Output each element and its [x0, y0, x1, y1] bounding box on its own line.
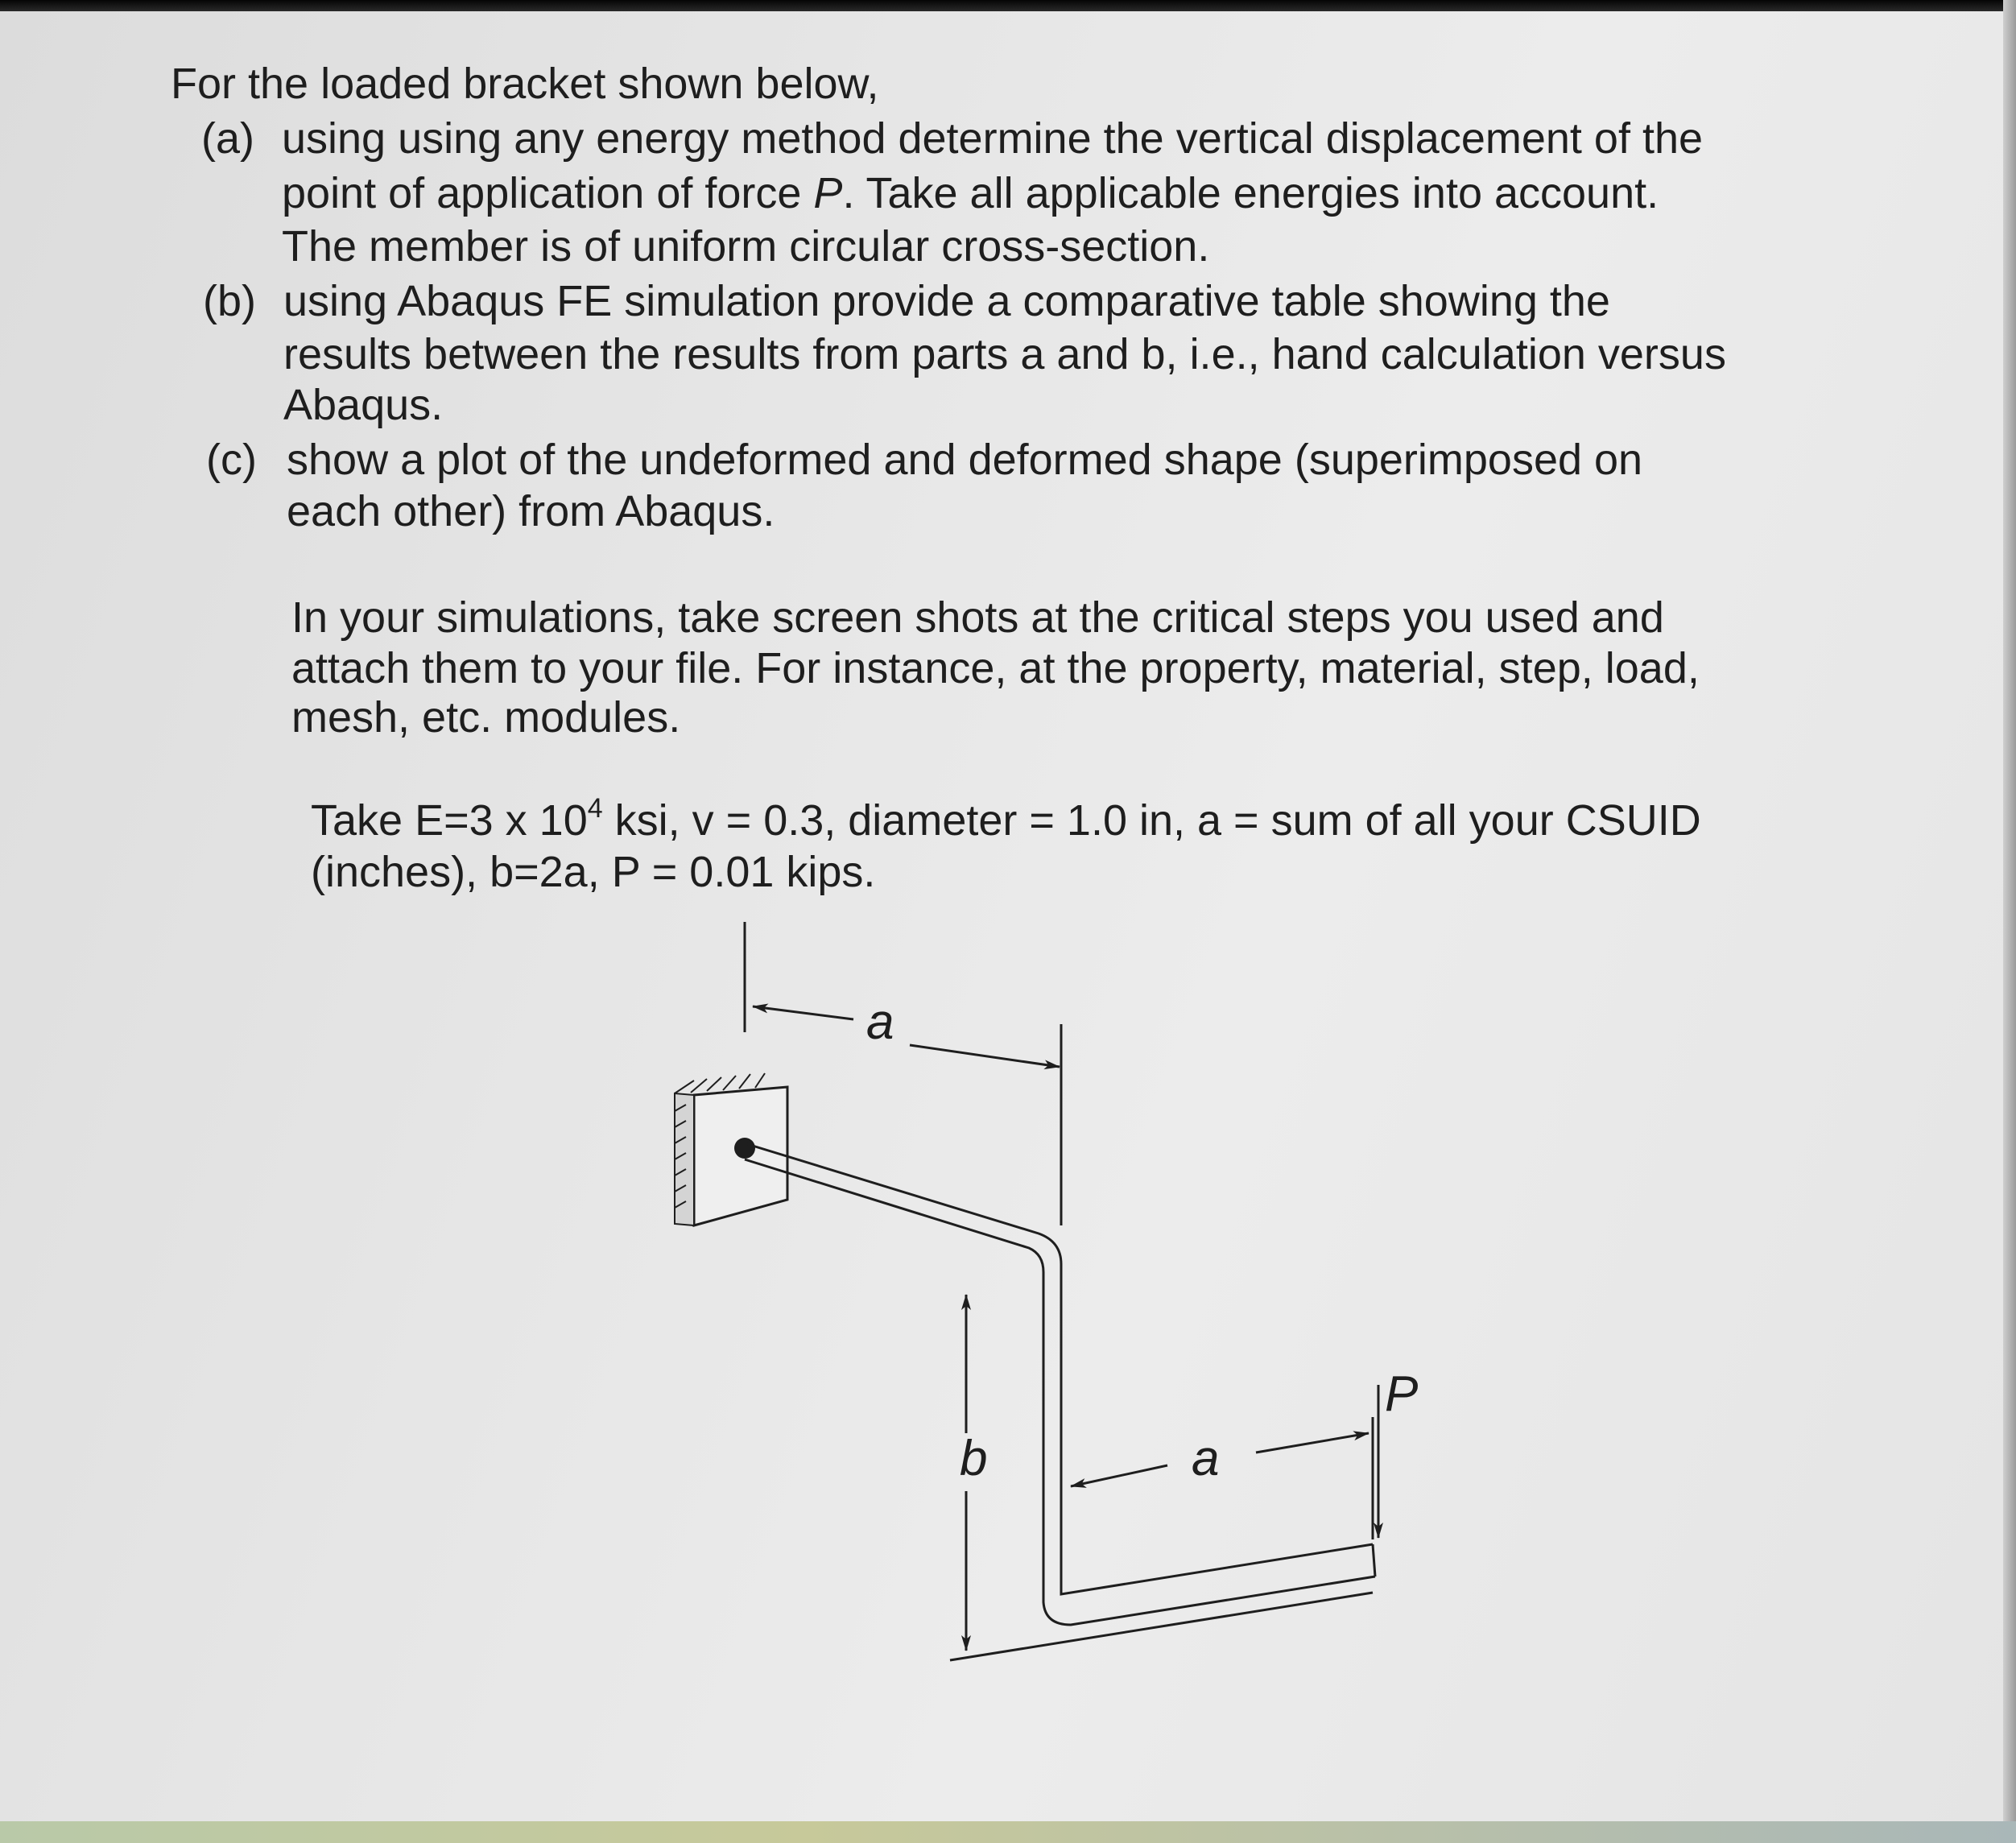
baseline [950, 1593, 1373, 1660]
instructions-line-2: attach them to your file. For instance, at the property, material, step, load, [291, 644, 1700, 692]
label-p: P [1385, 1366, 1419, 1422]
item-a-line-2-text: point of application of force P. Take all applicable energies into account. [282, 169, 1659, 217]
item-c-line-2: each other) from Abaqus. [287, 487, 775, 535]
dimension-a-top [745, 922, 1061, 1225]
label-a-bottom: a [1192, 1431, 1220, 1486]
given-line-1-start: Take E=3 x 10 [311, 796, 588, 845]
item-c-line-1: show a plot of the undeformed and deformed shape (superimposed on [287, 436, 1643, 484]
item-c-label: (c) [206, 436, 257, 484]
item-b-label: (b) [203, 277, 256, 325]
intro-text: For the loaded bracket shown below, [171, 60, 879, 108]
item-a-line-1: using using any energy method determine the vertical displacement of the [282, 114, 1704, 163]
instructions-line-1: In your simulations, take screen shots at the critical steps you used and [291, 593, 1664, 642]
item-b-line-3: Abaqus. [283, 381, 444, 429]
given-line-2: (inches), b=2a, P = 0.01 kips. [311, 848, 876, 896]
label-a-top: a [866, 994, 894, 1050]
taskbar-strip [0, 1821, 2016, 1843]
instructions-line-3: mesh, etc. modules. [291, 693, 681, 742]
dimension-a-bottom [1071, 1417, 1373, 1539]
item-b-line-2: results between the results from parts a and b, i.e., hand calculation versus [283, 330, 1726, 378]
fixed-wall-support [675, 1073, 787, 1225]
given-line-1-end: ksi, v = 0.3, diameter = 1.0 in, a = sum of all your CSUID [602, 796, 1701, 845]
exponent: 4 [587, 793, 603, 824]
item-a-label: (a) [201, 114, 254, 163]
monitor-edge [2003, 0, 2016, 1843]
item-b-line-1: using Abaqus FE simulation provide a comparative table showing the [283, 277, 1610, 325]
label-b: b [960, 1431, 988, 1486]
item-a-line-3: The member is of uniform circular cross-section. [282, 222, 1210, 271]
